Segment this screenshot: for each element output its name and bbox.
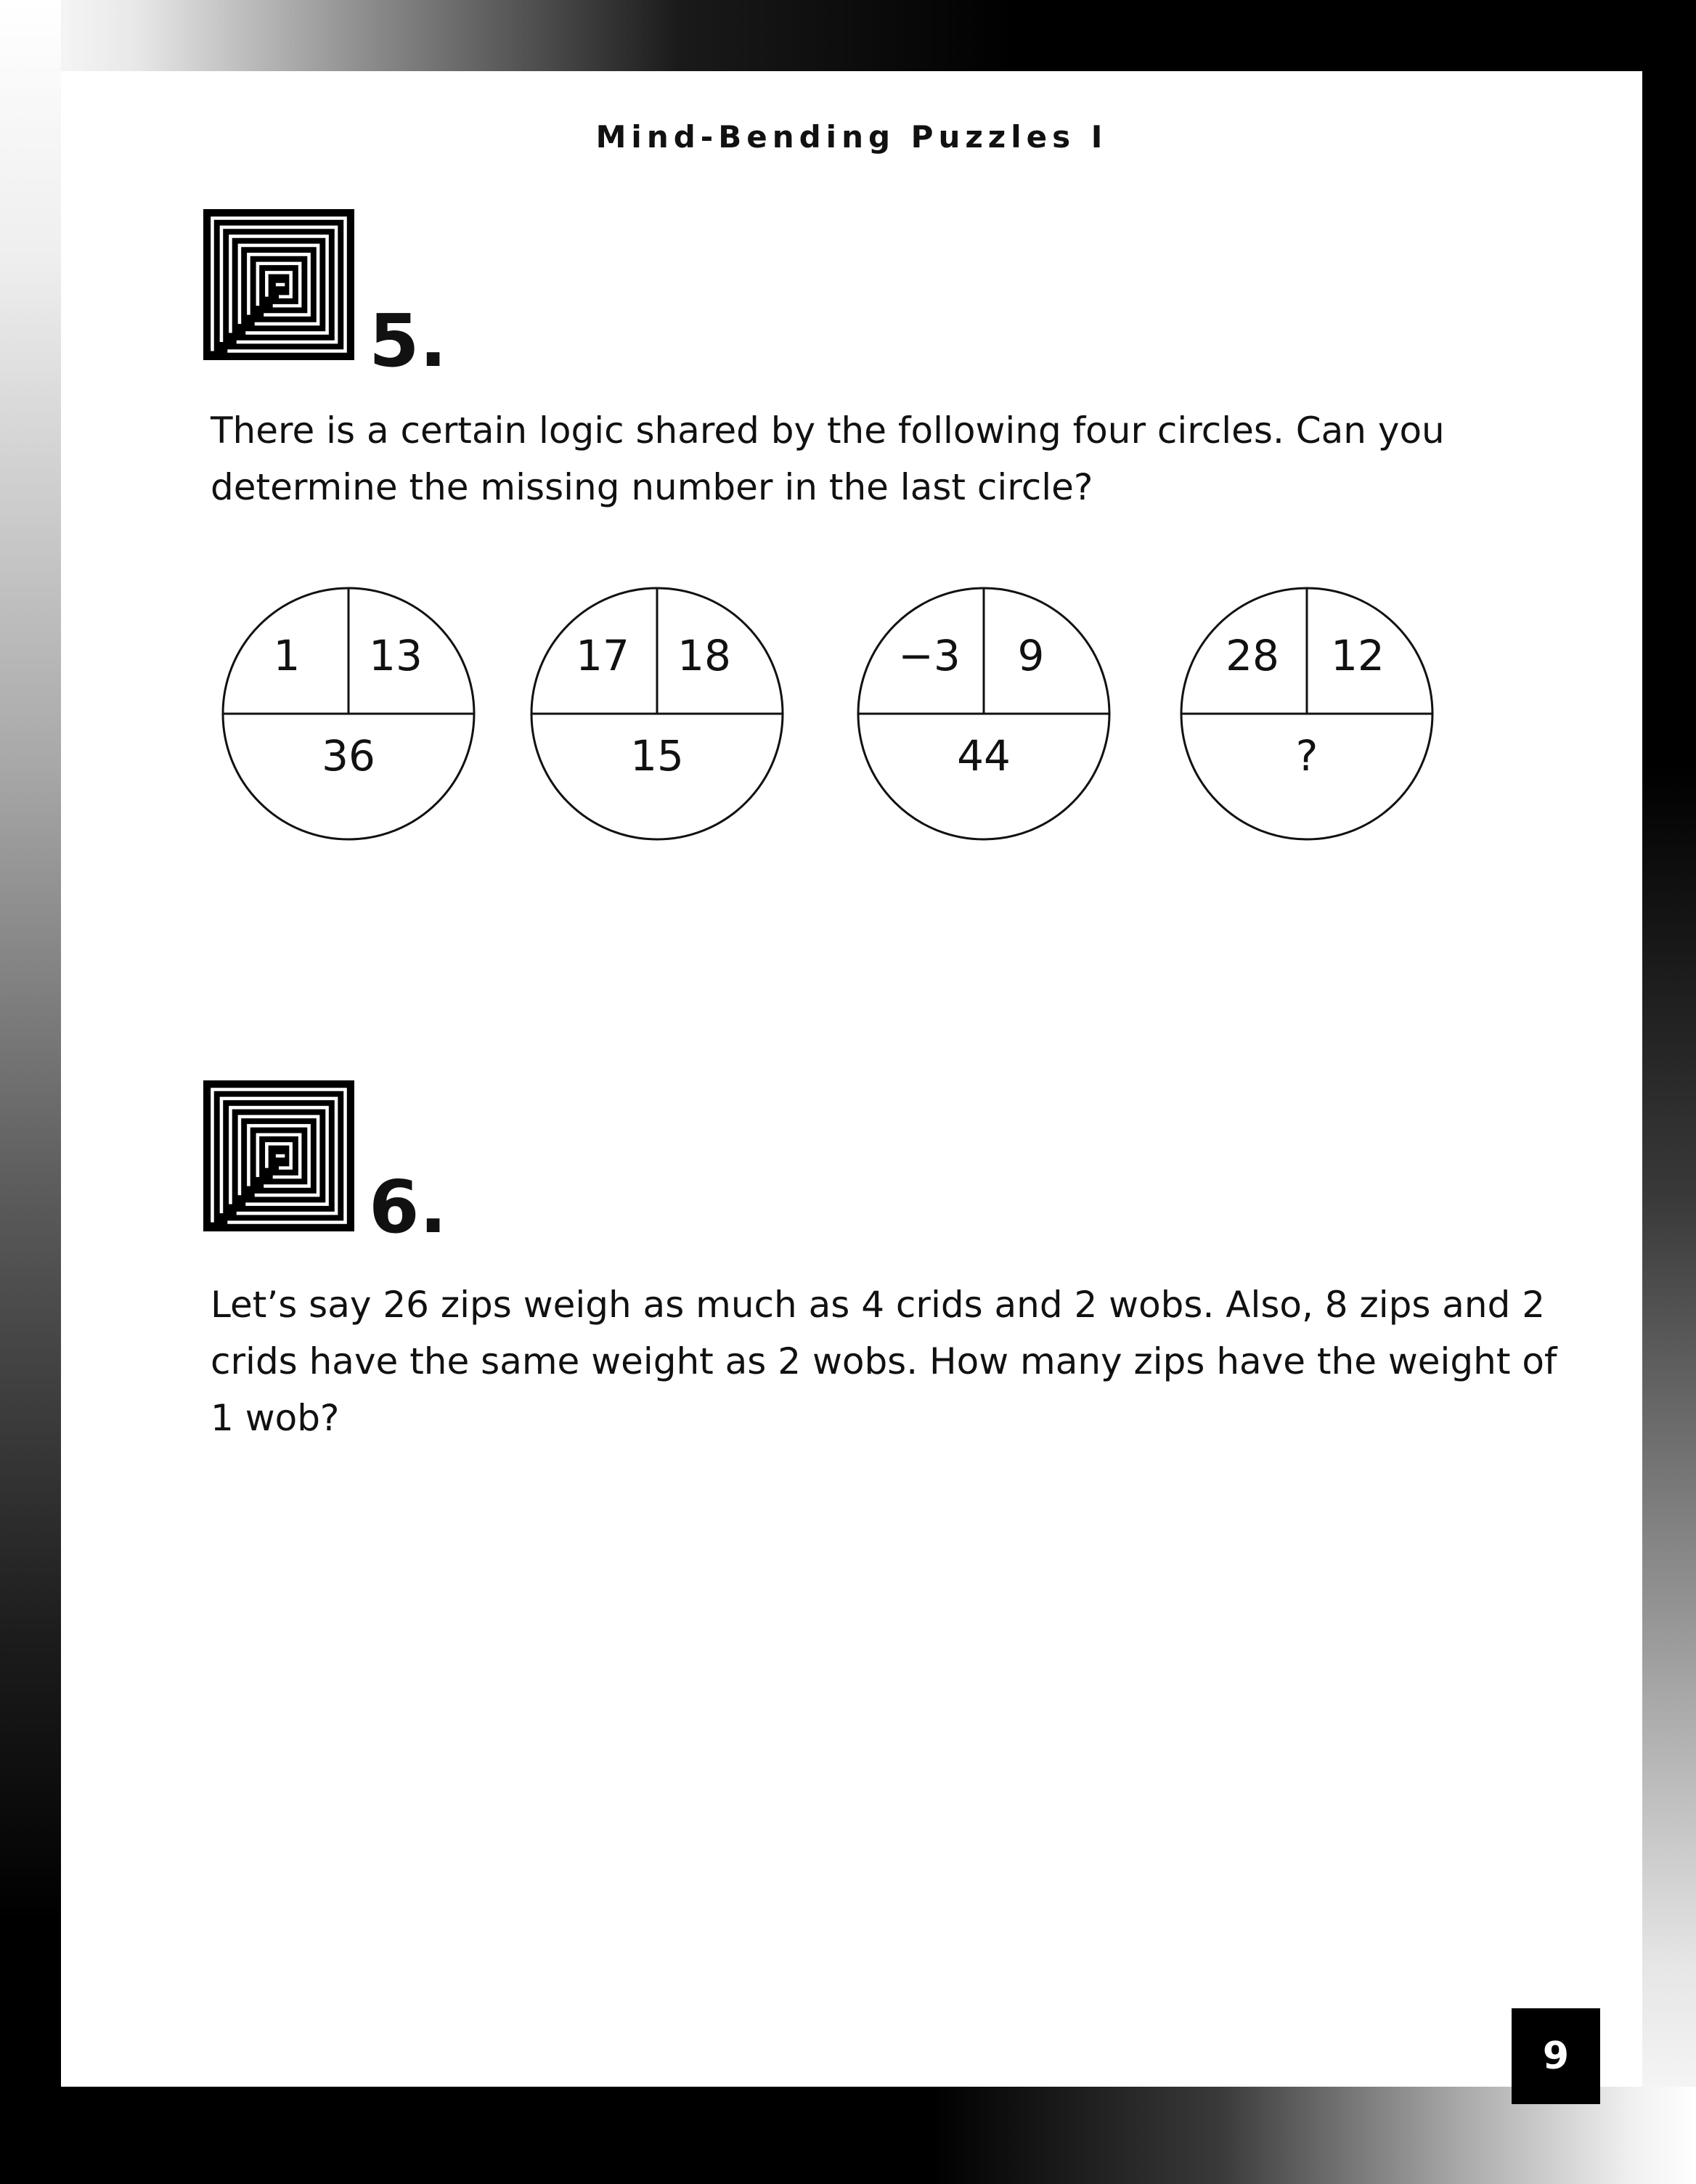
- circle-4-right: 12: [1331, 631, 1385, 680]
- circle-1-bottom: 36: [322, 731, 375, 781]
- circle-4-bottom: ?: [1295, 731, 1318, 781]
- running-title: Mind-Bending Puzzles I: [595, 119, 1108, 155]
- scan-border-left: [0, 0, 61, 2184]
- circle-3-right: 9: [1017, 631, 1045, 680]
- circle-3: [858, 588, 1109, 839]
- circle-3-left: −3: [898, 631, 961, 680]
- maze-icon: [203, 1080, 354, 1231]
- circle-2-right: 18: [677, 631, 731, 680]
- page-number-badge: 9: [1512, 2008, 1600, 2104]
- scan-border-bottom: [0, 2087, 1696, 2184]
- scan-border-right: [1642, 0, 1696, 2184]
- circle-4: [1181, 588, 1432, 839]
- puzzle-5-text: There is a certain logic shared by the following four circles. Can you determine the missing number in the last circle?: [211, 410, 1445, 508]
- puzzle-number: 5.: [369, 298, 447, 383]
- circle-1-right: 13: [369, 631, 423, 680]
- circle-1-left: 1: [273, 631, 301, 680]
- puzzle-number: 6.: [369, 1165, 447, 1250]
- puzzle-6-text: Let’s say 26 zips weigh as much as 4 crids and 2 wobs. Also, 8 zips and 2 crids have the same weight as 2 wobs. How many zips have the weight of 1 wob?: [211, 1284, 1557, 1439]
- book-page: [61, 71, 1642, 2087]
- circle-1: [223, 588, 474, 839]
- circle-3-bottom: 44: [957, 731, 1011, 781]
- circle-2-left: 17: [576, 631, 629, 680]
- circle-2: [531, 588, 783, 839]
- circle-2-bottom: 15: [630, 731, 684, 781]
- scan-border-top: [0, 0, 1696, 71]
- circles-diagram: [211, 569, 1517, 859]
- maze-icon: [203, 209, 354, 360]
- circle-4-left: 28: [1226, 631, 1279, 680]
